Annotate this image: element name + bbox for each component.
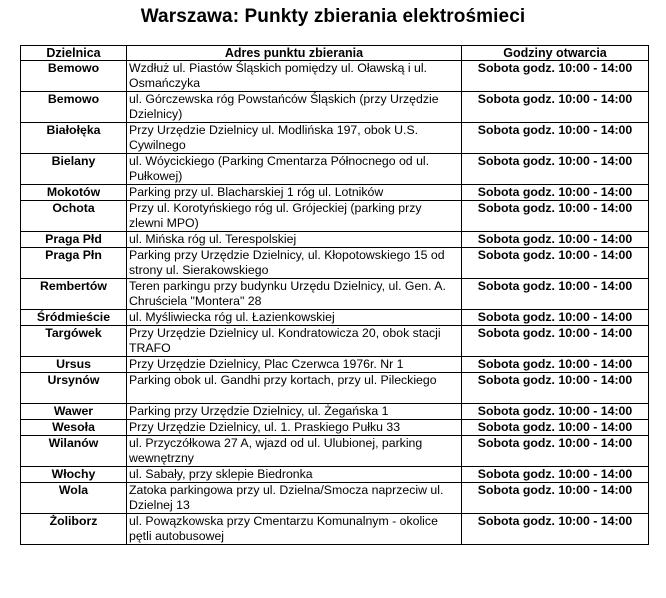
table-row [21, 61, 649, 92]
hours-cell: Sobota godz. 10:00 - 14:00 [462, 123, 649, 154]
district-cell: Wesoła [21, 420, 127, 436]
address-cell: Przy Urzędzie Dzielnicy ul. Modlińska 197, obok U.S. Cywilnego [127, 123, 462, 154]
district-cell: Wola [21, 483, 127, 514]
district-cell: Rembertów [21, 279, 127, 310]
column-header-hours: Godziny otwarcia [462, 46, 649, 61]
table-row [21, 248, 649, 279]
hours-cell: Sobota godz. 10:00 - 14:00 [462, 61, 649, 92]
hours-cell: Sobota godz. 10:00 - 14:00 [462, 514, 649, 545]
hours-cell: Sobota godz. 10:00 - 14:00 [462, 420, 649, 436]
district-cell: Ochota [21, 201, 127, 232]
table-row [21, 154, 649, 185]
hours-cell: Sobota godz. 10:00 - 14:00 [462, 467, 649, 483]
district-cell: Praga Płd [21, 232, 127, 248]
address-cell: ul. Powązkowska przy Cmentarzu Komunalnym - okolice pętli autobusowej [127, 514, 462, 545]
table-row [21, 326, 649, 357]
hours-cell: Sobota godz. 10:00 - 14:00 [462, 326, 649, 357]
hours-cell: Sobota godz. 10:00 - 14:00 [462, 404, 649, 420]
table-row [21, 92, 649, 123]
page-title: Warszawa: Punkty zbierania elektrośmieci [140, 6, 526, 27]
hours-cell: Sobota godz. 10:00 - 14:00 [462, 248, 649, 279]
address-cell: Przy Urzędzie Dzielnicy, Plac Czerwca 1976r. Nr 1 [127, 357, 462, 373]
district-cell: Wilanów [21, 436, 127, 467]
hours-cell: Sobota godz. 10:00 - 14:00 [462, 201, 649, 232]
collection-points-table [20, 45, 649, 545]
table-row [21, 514, 649, 545]
table-row [21, 201, 649, 232]
district-cell: Bemowo [21, 92, 127, 123]
address-cell: Parking przy ul. Blacharskiej 1 róg ul. Lotników [127, 185, 462, 201]
district-cell: Bielany [21, 154, 127, 185]
address-cell: Przy Urzędzie Dzielnicy, ul. 1. Praskiego Pułku 33 [127, 420, 462, 436]
table-row [21, 420, 649, 436]
address-cell: Teren parkingu przy budynku Urzędu Dzielnicy, ul. Gen. A. Chruściela "Montera" 28 [127, 279, 462, 310]
hours-cell: Sobota godz. 10:00 - 14:00 [462, 310, 649, 326]
address-cell: Przy ul. Korotyńskiego róg ul. Grójeckiej (parking przy zlewni MPO) [127, 201, 462, 232]
table-row [21, 467, 649, 483]
address-cell: ul. Górczewska róg Powstańców Śląskich (przy Urzędzie Dzielnicy) [127, 92, 462, 123]
table-row [21, 483, 649, 514]
table-row [21, 436, 649, 467]
hours-cell: Sobota godz. 10:00 - 14:00 [462, 92, 649, 123]
table-row [21, 232, 649, 248]
table-row [21, 123, 649, 154]
address-cell: ul. Myśliwiecka róg ul. Łazienkowskiej [127, 310, 462, 326]
district-cell: Śródmieście [21, 310, 127, 326]
hours-cell: Sobota godz. 10:00 - 14:00 [462, 483, 649, 514]
hours-cell: Sobota godz. 10:00 - 14:00 [462, 279, 649, 310]
table-header-row [21, 46, 649, 61]
district-cell: Włochy [21, 467, 127, 483]
hours-cell: Sobota godz. 10:00 - 14:00 [462, 436, 649, 467]
address-cell: Zatoka parkingowa przy ul. Dzielna/Smocza naprzeciw ul. Dzielnej 13 [127, 483, 462, 514]
address-cell: Wzdłuż ul. Piastów Śląskich pomiędzy ul. Oławską i ul. Osmańczyka [127, 61, 462, 92]
address-cell: Parking przy Urzędzie Dzielnicy, ul. Kłopotowskiego 15 od strony ul. Sierakowskiego [127, 248, 462, 279]
table-row [21, 185, 649, 201]
district-cell: Praga Płn [21, 248, 127, 279]
table-row [21, 373, 649, 404]
table-row [21, 310, 649, 326]
table-row [21, 279, 649, 310]
column-header-district: Dzielnica [21, 46, 127, 61]
address-cell: Przy Urzędzie Dzielnicy ul. Kondratowicza 20, obok stacji TRAFO [127, 326, 462, 357]
address-cell: ul. Sabały, przy sklepie Biedronka [127, 467, 462, 483]
table-row [21, 357, 649, 373]
hours-cell: Sobota godz. 10:00 - 14:00 [462, 154, 649, 185]
district-cell: Wawer [21, 404, 127, 420]
hours-cell: Sobota godz. 10:00 - 14:00 [462, 357, 649, 373]
address-cell: Parking przy Urzędzie Dzielnicy, ul. Żegańska 1 [127, 404, 462, 420]
district-cell: Żoliborz [21, 514, 127, 545]
address-cell: Parking obok ul. Gandhi przy kortach, przy ul. Pileckiego [127, 373, 462, 404]
district-cell: Ursynów [21, 373, 127, 404]
district-cell: Bemowo [21, 61, 127, 92]
district-cell: Ursus [21, 357, 127, 373]
district-cell: Targówek [21, 326, 127, 357]
address-cell: ul. Mińska róg ul. Terespolskiej [127, 232, 462, 248]
table-row [21, 404, 649, 420]
address-cell: ul. Wóycickiego (Parking Cmentarza Północnego od ul. Pułkowej) [127, 154, 462, 185]
district-cell: Mokotów [21, 185, 127, 201]
hours-cell: Sobota godz. 10:00 - 14:00 [462, 185, 649, 201]
address-cell: ul. Przyczółkowa 27 A, wjazd od ul. Ulubionej, parking wewnętrzny [127, 436, 462, 467]
hours-cell: Sobota godz. 10:00 - 14:00 [462, 232, 649, 248]
hours-cell: Sobota godz. 10:00 - 14:00 [462, 373, 649, 404]
district-cell: Białołęka [21, 123, 127, 154]
column-header-address: Adres punktu zbierania [127, 46, 462, 61]
